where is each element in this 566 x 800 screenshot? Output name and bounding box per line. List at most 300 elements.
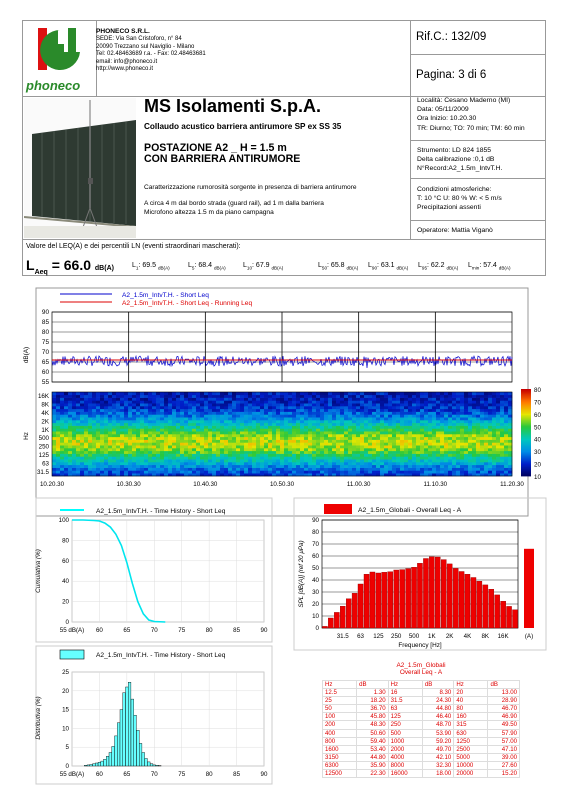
spectrogram-cell [468, 409, 472, 412]
spectrogram-cell [464, 428, 468, 431]
spectrogram-cell [244, 445, 248, 448]
table-header-cell: dB [422, 681, 454, 689]
spectrogram-cell [344, 426, 348, 429]
spectrogram-cell [400, 462, 404, 465]
spectrogram-cell [444, 440, 448, 443]
x-tick-label: 80 [205, 627, 213, 634]
x-tick-label: 65 [123, 771, 131, 778]
spectrogram-cell [292, 431, 296, 434]
spectrogram-cell [236, 454, 240, 457]
phone-line: Tel: 02.48463689 r.a. - Fax: 02.48463681 [96, 51, 206, 58]
spectrogram-cell [92, 395, 96, 398]
spectrogram-cell [124, 451, 128, 454]
spectrogram-cell [124, 431, 128, 434]
spectrogram-cell [248, 426, 252, 429]
spectrogram-cell [496, 468, 500, 471]
spectrogram-cell [388, 392, 392, 395]
spectrogram-cell [460, 400, 464, 403]
spectrogram-cell [300, 403, 304, 406]
spectrogram-cell [504, 423, 508, 426]
spectrogram-cell [72, 428, 76, 431]
spectrogram-cell [412, 434, 416, 437]
spectrogram-cell [368, 400, 372, 403]
spectrogram-cell [484, 454, 488, 457]
spectrogram-cell [108, 431, 112, 434]
table-cell: 13.00 [488, 689, 520, 697]
spectrogram-cell [136, 456, 140, 459]
spectrogram-cell [504, 454, 508, 457]
spectrogram-cell [132, 434, 136, 437]
spectrogram-cell [124, 448, 128, 451]
spectrogram-cell [416, 414, 420, 417]
spectrogram-cell [448, 470, 452, 473]
spectrogram-cell [60, 468, 64, 471]
spectrogram-cell [144, 420, 148, 423]
spectrogram-cell [124, 398, 128, 401]
spectrogram-cell [352, 409, 356, 412]
spectrogram-cell [284, 465, 288, 468]
spectrogram-cell [344, 414, 348, 417]
spectrogram-cell [420, 420, 424, 423]
spectrogram-cell [380, 395, 384, 398]
spectrogram-cell [264, 448, 268, 451]
spectrogram-cell [356, 451, 360, 454]
spectrogram-cell [268, 434, 272, 437]
spectrogram-cell [480, 442, 484, 445]
spectrogram-cell [480, 398, 484, 401]
spectrogram-cell [456, 445, 460, 448]
spectrogram-cell [64, 420, 68, 423]
spectrogram-cell [192, 406, 196, 409]
spectrogram-cell [328, 392, 332, 395]
spectrogram-cell [488, 414, 492, 417]
spectrogram-cell [108, 428, 112, 431]
spectrogram-cell [384, 395, 388, 398]
spectrogram-cell [376, 409, 380, 412]
spectrogram-cell [492, 423, 496, 426]
spectrogram-cell [244, 468, 248, 471]
spectrogram-cell [112, 445, 116, 448]
spectrogram-cell [252, 462, 256, 465]
spectrogram-cell [280, 398, 284, 401]
spectrogram-cell [72, 417, 76, 420]
spectrogram-cell [208, 434, 212, 437]
spectrogram-cell [172, 456, 176, 459]
spectrogram-cell [248, 403, 252, 406]
spectrogram-cell [396, 423, 400, 426]
spectrogram-cell [392, 470, 396, 473]
spectrogram-cell [308, 392, 312, 395]
spectrogram-cell [168, 440, 172, 443]
spectrogram-cell [356, 470, 360, 473]
y-axis-label: Distributiva (%) [35, 696, 42, 740]
spectrogram-cell [348, 420, 352, 423]
spectrogram-cell [300, 442, 304, 445]
spectrogram-cell [180, 392, 184, 395]
spectrogram-cell [276, 437, 280, 440]
spectrogram-cell [160, 414, 164, 417]
spectrogram-cell [152, 420, 156, 423]
spectrogram-cell [340, 456, 344, 459]
spectrogram-cell [404, 470, 408, 473]
spectrogram-cell [364, 428, 368, 431]
spectrogram-cell [296, 462, 300, 465]
spectrogram-cell [264, 409, 268, 412]
spectrogram-cell [68, 434, 72, 437]
spectrogram-cell [124, 400, 128, 403]
spectrogram-cell [264, 395, 268, 398]
spectrogram-cell [492, 442, 496, 445]
spectrogram-cell [88, 412, 92, 415]
spectrogram-cell [108, 395, 112, 398]
spectrogram-cell [132, 414, 136, 417]
spectrogram-cell [224, 431, 228, 434]
spectrogram-cell [484, 420, 488, 423]
spectrogram-cell [96, 420, 100, 423]
spectrogram-cell [152, 462, 156, 465]
spectrogram-cell [480, 437, 484, 440]
spectrogram-cell [300, 448, 304, 451]
spectrogram-cell [476, 428, 480, 431]
spectrogram-cell [300, 462, 304, 465]
spectrogram-cell [152, 395, 156, 398]
spectrogram-cell [432, 448, 436, 451]
spectrum-bar [376, 573, 381, 628]
spectrogram-cell [52, 409, 56, 412]
spectrogram-cell [268, 451, 272, 454]
spectrogram-cell [284, 406, 288, 409]
spectrogram-cell [76, 459, 80, 462]
spectrogram-cell [340, 462, 344, 465]
spectrogram-cell [188, 470, 192, 473]
spectrogram-cell [464, 448, 468, 451]
spectrogram-cell [356, 465, 360, 468]
table-row [323, 697, 520, 705]
spectrogram-cell [280, 426, 284, 429]
spectrogram-cell [496, 403, 500, 406]
spectrogram-cell [88, 428, 92, 431]
spectrogram-cell [104, 423, 108, 426]
spectrogram-cell [308, 398, 312, 401]
spectrogram-cell [132, 431, 136, 434]
spectrogram-cell [232, 423, 236, 426]
spectrogram-cell [308, 426, 312, 429]
spectrogram-cell [300, 437, 304, 440]
spectrogram-cell [440, 454, 444, 457]
spectrogram-cell [252, 448, 256, 451]
spectrogram-cell [276, 442, 280, 445]
spectrogram-cell [436, 392, 440, 395]
spectrogram-cell [248, 437, 252, 440]
spectrogram-cell [72, 445, 76, 448]
spectrogram-cell [380, 462, 384, 465]
spectrogram-cell [256, 445, 260, 448]
spectrogram-cell [256, 398, 260, 401]
spectrogram-cell [60, 437, 64, 440]
spectrogram-cell [76, 423, 80, 426]
spectrogram-cell [480, 459, 484, 462]
spectrogram-cell [120, 423, 124, 426]
spectrogram-cell [284, 403, 288, 406]
spectrogram-cell [120, 414, 124, 417]
spectrogram-cell [496, 428, 500, 431]
spectrogram-cell [196, 406, 200, 409]
spectrum-bar [328, 618, 333, 628]
spectrogram-cell [156, 454, 160, 457]
spectrogram-cell [188, 459, 192, 462]
spectrogram-cell [148, 414, 152, 417]
spectrogram-cell [392, 409, 396, 412]
spectrogram-cell [204, 437, 208, 440]
spectrogram-cell [288, 437, 292, 440]
spectrogram-cell [176, 445, 180, 448]
spectrogram-cell [248, 468, 252, 471]
spectrogram-cell [436, 423, 440, 426]
spectrogram-cell [436, 417, 440, 420]
spectrogram-cell [224, 468, 228, 471]
spectrogram-cell [96, 414, 100, 417]
spectrogram-cell [172, 412, 176, 415]
spectrogram-cell [300, 423, 304, 426]
spectrogram-cell [508, 462, 512, 465]
spectrogram-cell [396, 437, 400, 440]
spectrogram-cell [264, 459, 268, 462]
spectrogram-cell [104, 445, 108, 448]
spectrogram-cell [108, 409, 112, 412]
spectrogram-cell [428, 398, 432, 401]
spectrogram-cell [424, 459, 428, 462]
table-cell: 6300 [323, 761, 357, 769]
spectrogram-cell [212, 459, 216, 462]
spectrogram-cell [284, 454, 288, 457]
x-tick-label: 10.50.30 [269, 481, 295, 488]
spectrogram-cell [420, 406, 424, 409]
spectrogram-cell [164, 468, 168, 471]
spectrogram-cell [380, 442, 384, 445]
spectrum-bar [501, 601, 506, 628]
spectrogram-cell [252, 434, 256, 437]
spectrogram-cell [248, 448, 252, 451]
spectrogram-cell [216, 434, 220, 437]
spectrogram-cell [180, 468, 184, 471]
spectrogram-cell [404, 428, 408, 431]
spectrogram-cell [332, 437, 336, 440]
spectrogram-cell [260, 414, 264, 417]
spectrogram-cell [328, 412, 332, 415]
spectrum-bar [471, 578, 476, 629]
spectrogram-cell [484, 448, 488, 451]
spectrogram-cell [396, 398, 400, 401]
spectrogram-cell [240, 465, 244, 468]
spectrogram-cell [120, 420, 124, 423]
spectrogram-cell [336, 417, 340, 420]
x-tick-label: 250 [391, 633, 402, 640]
spectrogram-cell [184, 448, 188, 451]
spectrogram-cell [424, 448, 428, 451]
spectrogram-cell [508, 445, 512, 448]
spectrogram-cell [236, 426, 240, 429]
spectrogram-cell [104, 400, 108, 403]
spectrogram-cell [336, 462, 340, 465]
spectrogram-cell [292, 417, 296, 420]
spectrogram-cell [476, 465, 480, 468]
spectrogram-cell [404, 398, 408, 401]
spectrogram-cell [472, 442, 476, 445]
spectrogram-cell [184, 462, 188, 465]
y-axis-label: Cumulativa (%) [35, 549, 42, 593]
spectrogram-cell [412, 437, 416, 440]
spectrogram-cell [80, 454, 84, 457]
spectrogram-cell [448, 442, 452, 445]
spectrogram-cell [84, 454, 88, 457]
spectrogram-cell [504, 462, 508, 465]
spectrogram-cell [352, 406, 356, 409]
spectrogram-cell [116, 465, 120, 468]
spectrogram-cell [56, 468, 60, 471]
spectrogram-cell [404, 420, 408, 423]
spectrogram-cell [412, 403, 416, 406]
spectrogram-cell [76, 468, 80, 471]
spectrogram-cell [120, 412, 124, 415]
spectrogram-cell [448, 409, 452, 412]
spectrogram-cell [68, 470, 72, 473]
spectrogram-cell [256, 409, 260, 412]
spectrogram-cell [336, 451, 340, 454]
spectrogram-cell [180, 442, 184, 445]
spectrogram-cell [56, 417, 60, 420]
spectrogram-cell [148, 445, 152, 448]
spectrogram-cell [308, 403, 312, 406]
spectrogram-cell [188, 428, 192, 431]
spectrogram-cell [496, 462, 500, 465]
spectrogram-cell [440, 434, 444, 437]
spectrogram-cell [476, 414, 480, 417]
table-cell: 1.30 [357, 689, 389, 697]
spectrogram-cell [448, 420, 452, 423]
spectrogram-cell [360, 468, 364, 471]
spectrogram-cell [400, 428, 404, 431]
spectrogram-cell [220, 431, 224, 434]
spectrogram-cell [448, 398, 452, 401]
spectrogram-cell [192, 459, 196, 462]
spectrogram-cell [232, 417, 236, 420]
spectrogram-cell [252, 409, 256, 412]
spectrogram-cell [212, 428, 216, 431]
spectrogram-cell [188, 406, 192, 409]
spectrogram-cell [108, 459, 112, 462]
spectrogram-cell [120, 398, 124, 401]
spectrogram-cell [408, 448, 412, 451]
spectrogram-cell [144, 456, 148, 459]
spectrogram-cell [276, 459, 280, 462]
spectrogram-cell [68, 398, 72, 401]
spectrogram-cell [84, 434, 88, 437]
spectrogram-cell [440, 409, 444, 412]
spectrogram-cell [208, 465, 212, 468]
spectrogram-cell [492, 414, 496, 417]
spectrogram-cell [128, 428, 132, 431]
spectrogram-cell [324, 414, 328, 417]
spectrogram-cell [448, 440, 452, 443]
spectrogram-cell [76, 434, 80, 437]
spectrogram-cell [156, 406, 160, 409]
spectrogram-cell [428, 420, 432, 423]
spectrogram-cell [236, 400, 240, 403]
spectrogram-cell [180, 434, 184, 437]
spectrogram-cell [416, 459, 420, 462]
spectrogram-cell [272, 403, 276, 406]
spectrogram-cell [184, 445, 188, 448]
spectrogram-cell [84, 459, 88, 462]
spectrogram-cell [224, 414, 228, 417]
spectrogram-cell [280, 428, 284, 431]
spectrogram-cell [492, 398, 496, 401]
spectrogram-cell [172, 428, 176, 431]
spectrogram-cell [244, 470, 248, 473]
table-cell: 315 [454, 721, 488, 729]
spectrogram-cell [128, 417, 132, 420]
spectrogram-cell [468, 395, 472, 398]
spectrogram-cell [348, 462, 352, 465]
spectrogram-cell [336, 459, 340, 462]
spectrogram-cell [368, 459, 372, 462]
spectrogram-cell [304, 465, 308, 468]
spectrogram-cell [232, 454, 236, 457]
spectrogram-cell [428, 426, 432, 429]
spectrogram-cell [196, 431, 200, 434]
spectrogram-cell [484, 423, 488, 426]
spectrogram-cell [400, 470, 404, 473]
spectrogram-cell [444, 412, 448, 415]
spectrogram-cell [344, 395, 348, 398]
x-tick-label: 500 [408, 633, 420, 640]
spectrogram-cell [300, 420, 304, 423]
spectrogram-cell [388, 420, 392, 423]
spectrogram-cell [300, 412, 304, 415]
spectrogram-cell [64, 442, 68, 445]
spectrogram-cell [304, 406, 308, 409]
spectrogram-cell [484, 440, 488, 443]
spectrogram-cell [436, 412, 440, 415]
spectrogram-cell [340, 392, 344, 395]
spectrogram-cell [144, 448, 148, 451]
spectrogram-cell [256, 451, 260, 454]
spectrogram-cell [268, 442, 272, 445]
spectrogram-cell [376, 454, 380, 457]
spectrogram-cell [152, 437, 156, 440]
spectrogram-cell [344, 431, 348, 434]
spectrogram-cell [204, 468, 208, 471]
spectrogram-cell [292, 434, 296, 437]
spectrogram-cell [224, 392, 228, 395]
spectrogram-cell [332, 431, 336, 434]
spectrogram-cell [388, 400, 392, 403]
spectrogram-cell [276, 392, 280, 395]
spectrogram-cell [284, 437, 288, 440]
spectrogram-cell [420, 431, 424, 434]
table-cell: 1000 [388, 737, 422, 745]
spectrogram-cell [504, 414, 508, 417]
spectrogram-cell [480, 420, 484, 423]
spectrogram-cell [84, 451, 88, 454]
spectrogram-cell [300, 454, 304, 457]
spectrogram-cell [200, 412, 204, 415]
histogram-bar [117, 723, 120, 766]
spectrogram-cell [96, 398, 100, 401]
spectrogram-cell [452, 420, 456, 423]
spectrogram-cell [104, 462, 108, 465]
spectrogram-cell [100, 431, 104, 434]
